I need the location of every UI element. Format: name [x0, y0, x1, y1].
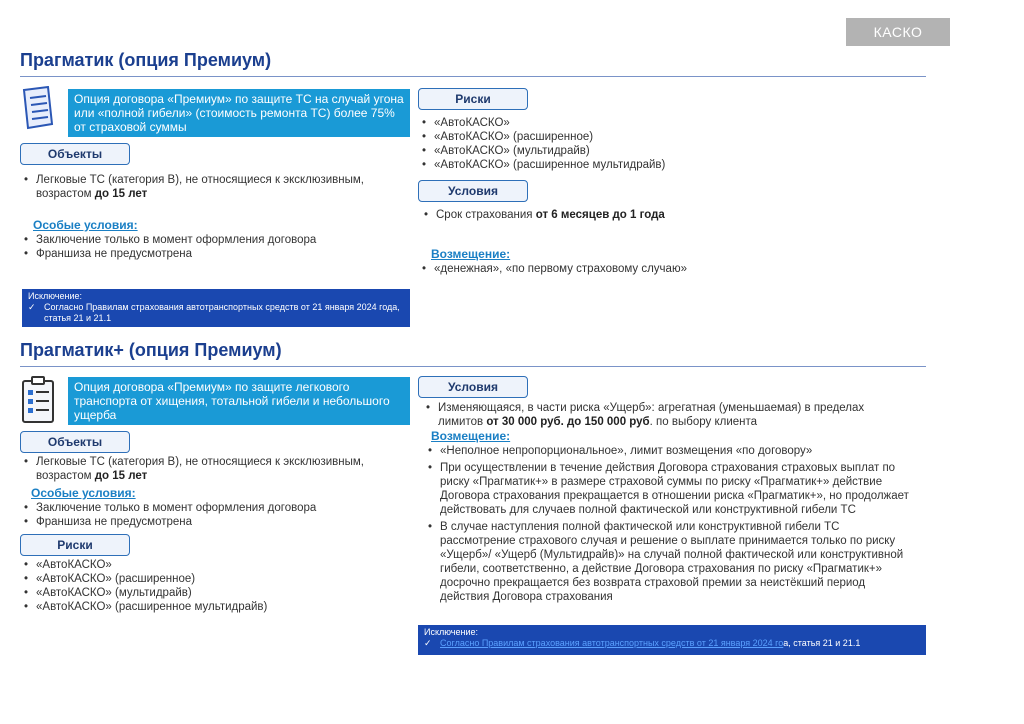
- section2-special-label: Особые условия:: [31, 486, 136, 500]
- check-icon: ✓: [424, 638, 432, 648]
- section2-objects-age: до 15 лет: [94, 470, 148, 482]
- section2-risks-label: Риски: [20, 534, 130, 556]
- section2-conditions-limits: от 30 000 руб. до 150 000 руб: [486, 416, 650, 428]
- section2-objects-label: Объекты: [20, 431, 130, 453]
- section2-exception-title: Исключение:: [424, 627, 479, 637]
- section2-info-box: [68, 377, 410, 425]
- list-item: • «АвтоКАСКО» (расширенное мультидрайв): [420, 158, 920, 172]
- section1-exception-text: Согласно Правилам страхования автотранспортных средств от 21 января 2024 года, статья 21 и 21.1: [44, 302, 400, 323]
- section2-special-list: [22, 501, 412, 529]
- section1-conditions-text: Срок страхования: [436, 209, 536, 221]
- section1-title: Прагматик (опция Премиум): [20, 50, 272, 70]
- section2-info-text: Опция договора «Премиум» по защите легкового транспорта от хищения, тотальной гибели и небольшого ущерба: [74, 380, 390, 422]
- list-item: • «АвтоКАСКО»: [22, 558, 412, 572]
- section1-conditions-label: Условия: [418, 180, 528, 202]
- list-item: • Франшиза не предусмотрена: [22, 247, 412, 261]
- list-item: • Заключение только в момент оформления договора: [22, 501, 412, 515]
- check-icon: ✓: [28, 302, 36, 312]
- section2-conditions-text: Изменяющаяся, в части риска «Ущерб»: агрегатная (уменьшаемая) в пределах лимитов: [438, 402, 865, 428]
- list-item: • Заключение только в момент оформления договора: [22, 233, 412, 247]
- list-item: • «АвтоКАСКО» (расширенное): [420, 130, 920, 144]
- section1-risks-label: Риски: [418, 88, 528, 110]
- section2-conditions-tail: . по выбору клиента: [649, 416, 758, 428]
- section1-objects-text: Легковые ТС (категория В), не относящиеся к эксклюзивным, возрастом: [36, 174, 364, 200]
- list-item: • «АвтоКАСКО» (расширенное): [22, 572, 412, 586]
- checklist-icon: [20, 86, 54, 130]
- list-item: • «денежная», «по первому страховому случаю»: [420, 262, 920, 276]
- section2-compensation-label: Возмещение:: [431, 429, 511, 443]
- section1-exception-box: [22, 289, 410, 327]
- section1-objects: [22, 173, 412, 201]
- section2-exception-link[interactable]: Согласно Правилам страхования автотранспортных средств от 21 января 2024 го: [440, 638, 784, 648]
- section2-conditions-label: Условия: [418, 376, 528, 398]
- list-item: • «АвтоКАСКО» (мультидрайв): [420, 144, 920, 158]
- list-item: • «АвтоКАСКО» (мультидрайв): [22, 586, 412, 600]
- section1-divider: [20, 76, 926, 77]
- section1-special-label: Особые условия:: [33, 218, 138, 232]
- list-item: • «Неполное непропорциональное», лимит возмещения «по договору»: [426, 444, 916, 458]
- section2-exception-box: [418, 625, 926, 655]
- section2-compensation-list: [426, 444, 916, 604]
- section2-risks-list: [22, 558, 412, 614]
- section1-risks-list: [420, 116, 920, 172]
- section1-objects-label: Объекты: [20, 143, 130, 165]
- section2-exception-tail: а, статья 21 и 21.1: [783, 638, 861, 648]
- section1-info-box: [68, 89, 410, 137]
- section2-objects-text: Легковые ТС (категория В), не относящиеся к эксклюзивным, возрастом: [36, 456, 364, 482]
- section2-conditions: [424, 401, 904, 429]
- list-item: • В случае наступления полной фактической или конструктивной гибели ТС рассмотрение страхового случая и решение о выплате принимается только по риску «Ущерб»/ «Ущерб (Мультидрайв)» на случай полной фактической или конструктивной гибели, соответственно, а действие Договора страхования по риску «Прагматик+» досрочно прекращается без возврата страховой премии за неистёкший период действия Договора страхования: [426, 520, 916, 604]
- list-item: • При осуществлении в течение действия Договора страхования страховых выплат по риску «Прагматик+» в размере страховой суммы по риску «Прагматик+» действие Договора страхования прекращается в отношении риска «Прагматик+», но продолжает действовать для случаев полной фактической или конструктивной гибели ТС: [426, 461, 916, 517]
- section2-title: Прагматик+ (опция Премиум): [20, 340, 282, 360]
- list-item: • «АвтоКАСКО»: [420, 116, 920, 130]
- clipboard-icon: [20, 376, 56, 424]
- section1-special-list: [22, 233, 412, 261]
- section2-divider: [20, 366, 926, 367]
- list-item: • «АвтоКАСКО» (расширенное мультидрайв): [22, 600, 412, 614]
- kasko-badge: КАСКО: [846, 18, 950, 46]
- section1-conditions: [422, 208, 922, 222]
- section2-objects: [22, 455, 412, 483]
- list-item: • Франшиза не предусмотрена: [22, 515, 412, 529]
- section1-exception-title: Исключение:: [28, 291, 83, 301]
- section1-info-text: Опция договора «Премиум» по защите ТС на случай угона или «полной гибели» (стоимость ремонта ТС) более 75% от страховой суммы: [74, 92, 404, 134]
- section1-compensation: [420, 262, 920, 276]
- section1-compensation-label: Возмещение:: [431, 247, 511, 261]
- section1-objects-age: до 15 лет: [94, 188, 148, 200]
- section1-conditions-term: от 6 месяцев до 1 года: [535, 209, 665, 221]
